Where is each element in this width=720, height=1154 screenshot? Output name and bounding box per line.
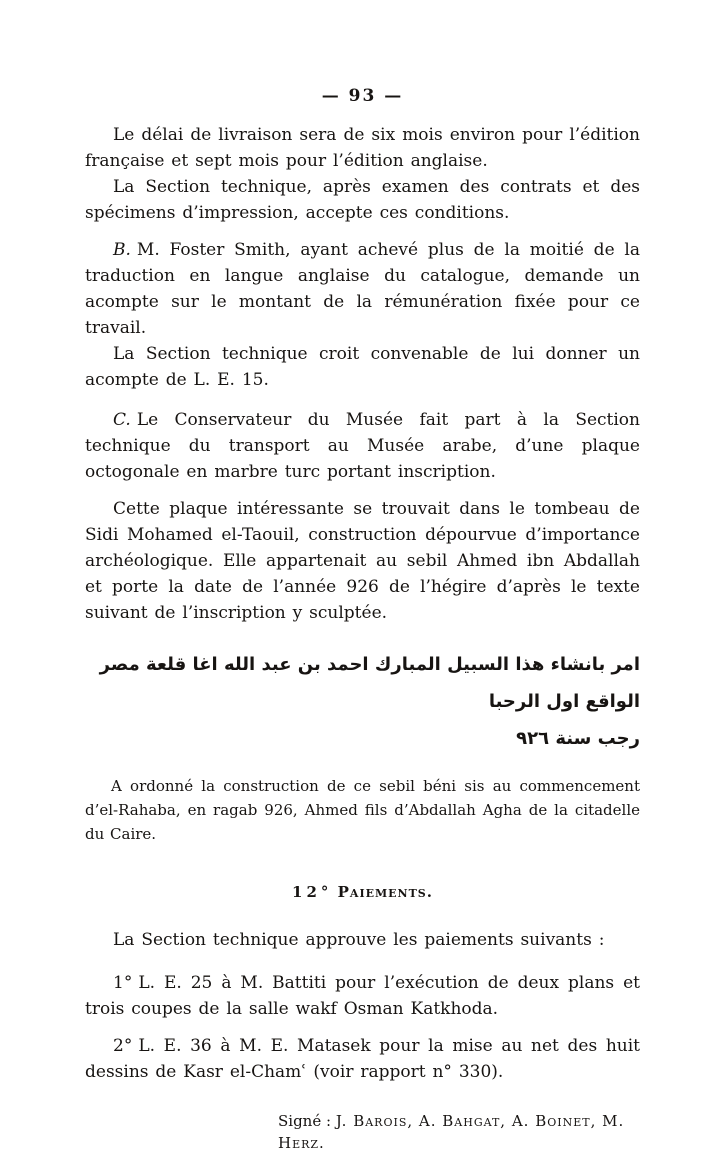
paragraph-accepte-conditions: La Section technique, après examen des contrats et des spécimens d’impression, accepte ces conditions. <box>85 177 640 223</box>
section-heading-paiements <box>85 883 640 901</box>
payment-1-number: 1° <box>113 973 133 993</box>
paragraph-payment-1 <box>85 970 640 1022</box>
section-heading-number: 12° <box>292 883 333 901</box>
page-number: — 93 — <box>321 86 404 106</box>
paragraph-item-b-text: M. Foster Smith, ayant achevé plus de la moitié de la traduction en langue anglaise du catalogue, demande un acompte sur le montant de la rémunération fixée pour ce travail. <box>85 240 640 338</box>
paragraph-approuve: La Section technique approuve les paiements suivants : <box>113 930 605 950</box>
paragraph-payment-1-text: L. E. 25 à M. Battiti pour l’exécution de deux plans et trois coupes de la salle wakf Osman Katkhoda. <box>85 973 640 1019</box>
item-letter-b: B. <box>113 240 131 260</box>
signature-names: J. Barois, A. Bahgat, A. Boinet, M. Herz. <box>278 1112 625 1152</box>
payment-2-number: 2° <box>113 1036 133 1056</box>
paragraph-plaque: Cette plaque intéressante se trouvait dans le tombeau de Sidi Mohamed el-Taouil, construction dépourvue d’importance archéologique. Elle appartenait au sebil Ahmed ibn Abdallah et porte la date de l’année 926 de l’hégire d’après le texte suivant de l’inscription y sculptée. <box>85 499 640 623</box>
signature-line <box>85 1110 640 1154</box>
arabic-inscription-line1: امر بانشاء هذا السبيل المبارك احمد بن عبد الله اغا قلعة مصر الواقع اول الرحبا <box>99 654 640 712</box>
paragraph-payment-2 <box>85 1033 640 1085</box>
paragraph-delai-livraison: Le délai de livraison sera de six mois environ pour l’édition française et sept mois pour l’édition anglaise. <box>85 125 640 171</box>
arabic-inscription-line2: رجب سنة ٩٢٦ <box>516 728 640 749</box>
arabic-inscription <box>85 646 640 757</box>
signature-label: Signé : <box>278 1112 332 1130</box>
paragraph-item-b <box>85 237 640 341</box>
paragraph-acompte: La Section technique croit convenable de lui donner un acompte de L. E. 15. <box>85 344 640 390</box>
item-letter-c: C. <box>113 410 131 430</box>
section-heading-label: Paiements. <box>337 883 433 901</box>
paragraph-payment-2-text: L. E. 36 à M. E. Matasek pour la mise au net des huit dessins de Kasr el-Chamʿ (voir rapport n° 330). <box>85 1036 640 1082</box>
paragraph-item-c-text: Le Conservateur du Musée fait part à la Section technique du transport au Musée arabe, d’une plaque octogonale en marbre turc portant inscription. <box>85 410 640 482</box>
paragraph-translation: A ordonné la construction de ce sebil béni sis au commencement d’el-Rahaba, en ragab 926, Ahmed fils d’Abdallah Agha de la citadelle du Caire. <box>85 777 640 843</box>
paragraph-item-c <box>85 407 640 485</box>
